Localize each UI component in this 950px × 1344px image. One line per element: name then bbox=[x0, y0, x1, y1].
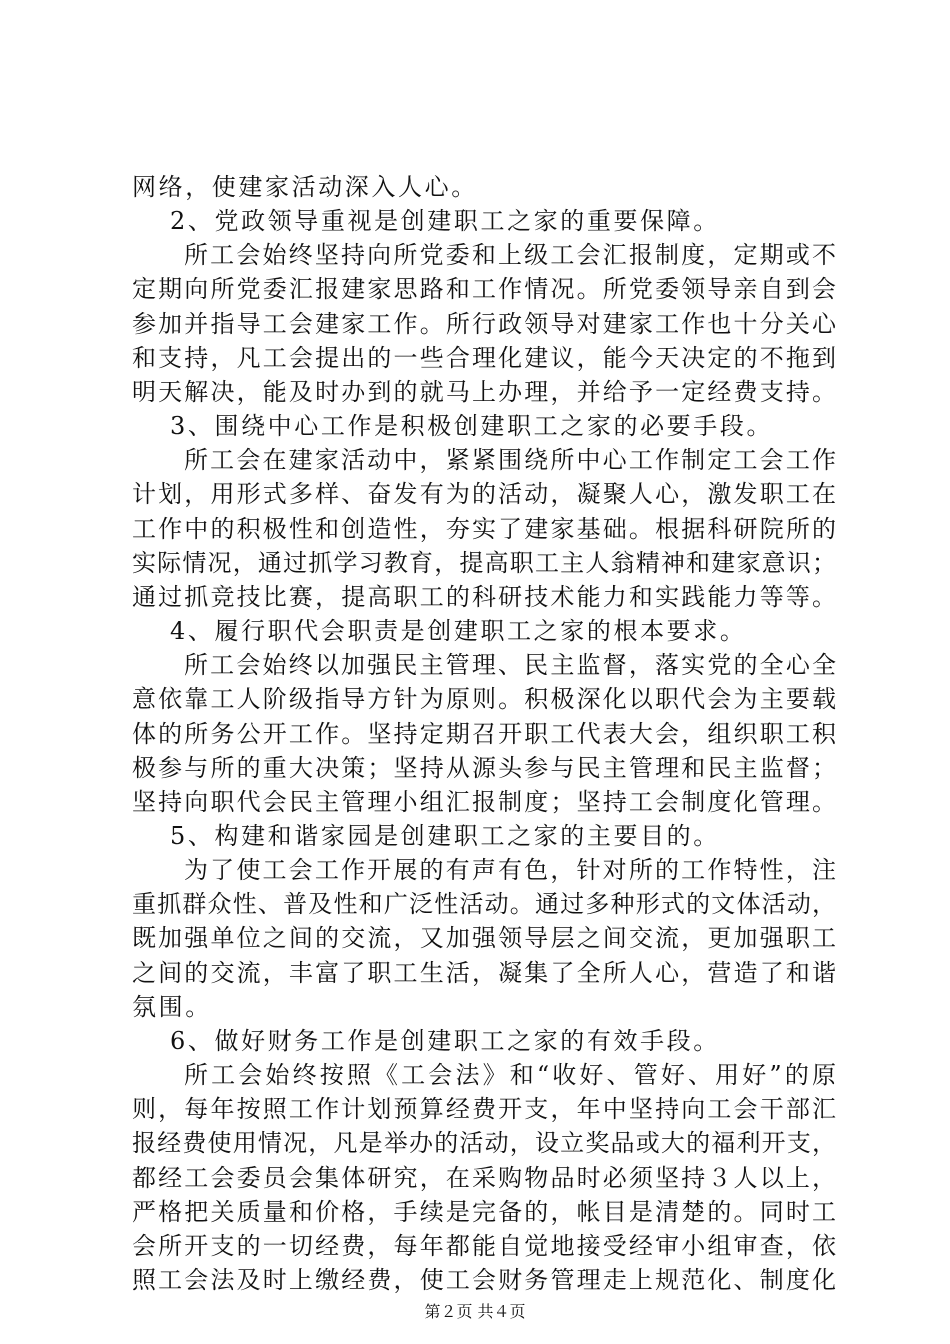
paragraph-line: 工作中的积极性和创造性，夯实了建家基础。根据科研院所的 bbox=[132, 514, 836, 543]
paragraph-line: 既加强单位之间的交流，又加强领导层之间交流，更加强职工 bbox=[132, 924, 836, 953]
paragraph-line: 所工会始终坚持向所党委和上级工会汇报制度，定期或不 bbox=[184, 241, 836, 270]
paragraph-line: 意依靠工人阶级指导方针为原则。积极深化以职代会为主要载 bbox=[132, 685, 836, 714]
paragraph-line: 严格把关质量和价格，手续是完备的，帐目是清楚的。同时工 bbox=[132, 1197, 836, 1226]
paragraph-line: 之间的交流，丰富了职工生活，凝集了全所人心，营造了和谐 bbox=[132, 958, 836, 987]
paragraph-line: 则，每年按照工作计划预算经费开支，年中坚持向工会干部汇 bbox=[132, 1095, 836, 1124]
section-heading: 3、围绕中心工作是积极创建职工之家的必要手段。 bbox=[170, 412, 774, 441]
paragraph-line: 极参与所的重大决策；坚持从源头参与民主管理和民主监督； bbox=[132, 753, 836, 782]
body-text bbox=[132, 170, 836, 1297]
paragraph-line: 实际情况，通过抓学习教育，提高职工主人翁精神和建家意识； bbox=[132, 548, 836, 577]
paragraph-line: 重抓群众性、普及性和广泛性活动。通过多种形式的文体活动， bbox=[132, 890, 836, 919]
paragraph-line: 照工会法及时上缴经费，使工会财务管理走上规范化、制度化 bbox=[132, 1266, 836, 1294]
paragraph-line: 计划，用形式多样、奋发有为的活动，凝聚人心，激发职工在 bbox=[132, 480, 836, 509]
section-heading: 4、履行职代会职责是创建职工之家的根本要求。 bbox=[170, 617, 747, 646]
section-heading: 5、构建和谐家园是创建职工之家的主要目的。 bbox=[170, 821, 720, 850]
paragraph-line: 会所开支的一切经费，每年都能自觉地接受经审小组审查，依 bbox=[132, 1231, 836, 1260]
paragraph-line: 报经费使用情况，凡是举办的活动，设立奖品或大的福利开支， bbox=[132, 1129, 836, 1158]
paragraph-line: 氛围。 bbox=[132, 992, 212, 1021]
paragraph-line: 为了使工会工作开展的有声有色，针对所的工作特性，注 bbox=[184, 856, 836, 885]
paragraph-line: 坚持向职代会民主管理小组汇报制度；坚持工会制度化管理。 bbox=[132, 787, 836, 816]
paragraph-line: 体的所务公开工作。坚持定期召开职工代表大会，组织职工积 bbox=[132, 719, 836, 748]
section-heading: 2、党政领导重视是创建职工之家的重要保障。 bbox=[170, 207, 720, 236]
paragraph-line: 通过抓竞技比赛，提高职工的科研技术能力和实践能力等等。 bbox=[132, 582, 836, 611]
paragraph-line: 明天解决，能及时办到的就马上办理，并给予一定经费支持。 bbox=[132, 377, 836, 406]
paragraph-line: 都经工会委员会集体研究，在采购物品时必须坚持３人以上， bbox=[132, 1163, 836, 1192]
section-heading: 6、做好财务工作是创建职工之家的有效手段。 bbox=[170, 1026, 720, 1055]
page-number-footer: 第２页 共４页 bbox=[424, 1302, 526, 1321]
paragraph-line: 参加并指导工会建家工作。所行政领导对建家工作也十分关心 bbox=[132, 309, 836, 338]
paragraph-line: 所工会始终按照《工会法》和“收好、管好、用好”的原 bbox=[184, 1061, 836, 1090]
paragraph-line: 定期向所党委汇报建家思路和工作情况。所党委领导亲自到会 bbox=[132, 275, 836, 304]
paragraph-line: 网络，使建家活动深入人心。 bbox=[132, 173, 478, 201]
paragraph-line: 所工会在建家活动中，紧紧围绕所中心工作制定工会工作 bbox=[184, 446, 836, 475]
paragraph-line: 和支持，凡工会提出的一些合理化建议，能今天决定的不拖到 bbox=[132, 343, 836, 372]
paragraph-line: 所工会始终以加强民主管理、民主监督，落实党的全心全 bbox=[184, 651, 836, 680]
